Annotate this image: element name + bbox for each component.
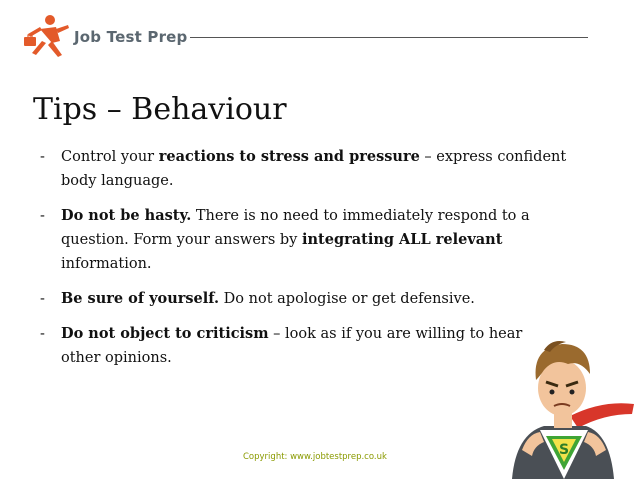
tip-text: – look as if you are willing to hear <box>268 326 523 342</box>
tip-emphasis: Do not be hasty. <box>61 207 192 224</box>
tip-text: body language. <box>61 173 174 189</box>
tip-text: Do not apologise or get defensive. <box>219 291 475 307</box>
page-title: Tips – Behaviour <box>33 92 287 127</box>
bullet-dash: - <box>40 326 45 342</box>
superhero-businessman-icon <box>482 330 638 479</box>
tip-emphasis: Do not object to criticism <box>61 325 269 342</box>
running-businessman-icon <box>22 13 74 59</box>
tip-item <box>40 287 600 311</box>
header-divider <box>190 37 588 38</box>
bullet-dash: - <box>40 149 45 165</box>
bullet-dash: - <box>40 291 45 307</box>
svg-text:S: S <box>558 442 570 458</box>
tip-emphasis: integrating ALL relevant <box>301 231 503 248</box>
brand-name: Job Test Prep <box>74 28 188 46</box>
tip-text: other opinions. <box>61 350 172 366</box>
bullet-dash: - <box>40 208 45 224</box>
tip-text: There is no need to immediately respond to a <box>191 208 530 224</box>
tip-item <box>40 204 600 276</box>
tip-emphasis: Be sure of yourself. <box>61 290 220 307</box>
tip-text: information. <box>61 256 152 272</box>
header <box>0 0 638 70</box>
copyright-text: Copyright: www.jobtestprep.co.uk <box>243 452 387 462</box>
tip-text: – express confident <box>419 149 567 165</box>
tip-text: Control your <box>61 149 159 165</box>
tip-item <box>40 145 600 193</box>
tip-emphasis: reactions to stress and pressure <box>158 148 420 165</box>
tip-text: question. Form your answers by <box>61 232 302 248</box>
